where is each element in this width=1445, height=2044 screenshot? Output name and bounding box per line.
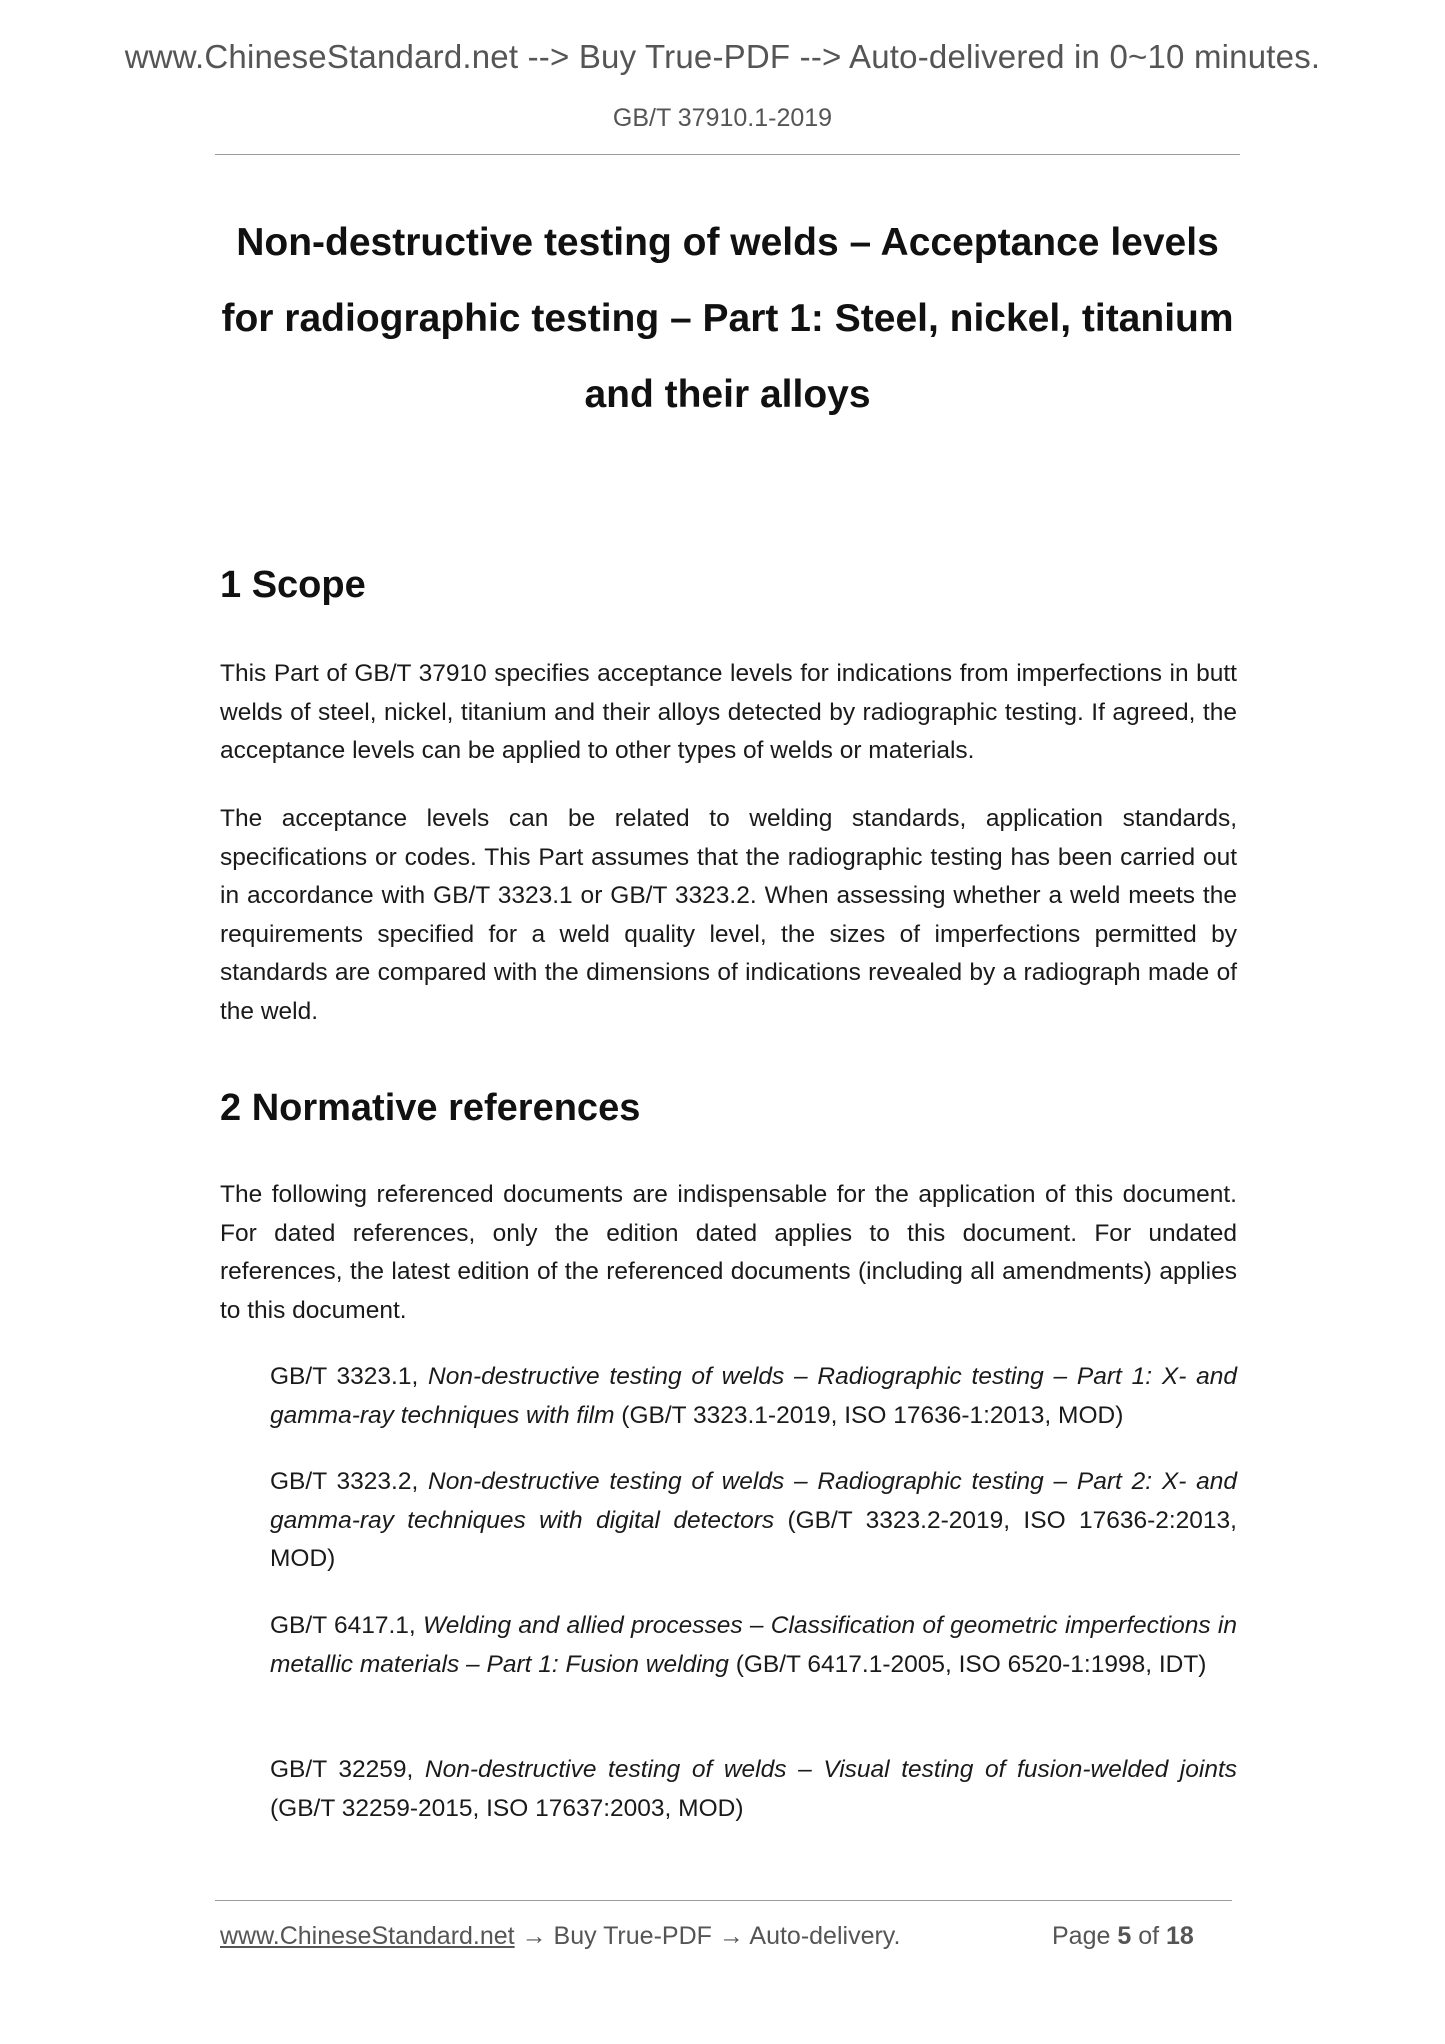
reference-note: (GB/T 6417.1-2005, ISO 6520-1:1998, IDT)	[728, 1650, 1207, 1678]
section-2-heading: 2 Normative references	[220, 1087, 641, 1129]
title-line-1: Non-destructive testing of welds – Acceptance levels	[236, 221, 1219, 264]
reference-code: GB/T 6417.1,	[270, 1612, 424, 1639]
scope-paragraph-2: The acceptance levels can be related to welding standards, application standards, specifications or codes. This Part assumes that the radiographic testing has been carried out in accordance with GB/T 3323.1 or GB/T 3323.2. When assessing whether a weld meets the requirements specified for a weld quality level, the sizes of imperfections permitted by standards are compared with the dimensions of indications revealed by a radiograph made of the weld.	[220, 805, 1237, 1025]
references-intro: The following referenced documents are indispensable for the application of this document. For dated references, only the edition dated applies to this document. For undated references, the latest edition of the referenced documents (including all amendments) applies to this document.	[220, 1181, 1237, 1324]
reference-item	[270, 1607, 1237, 1684]
footer-divider	[215, 1900, 1232, 1901]
page-label: Page	[1052, 1922, 1111, 1950]
total-pages: 18	[1166, 1922, 1194, 1950]
page-number: 5	[1117, 1922, 1132, 1950]
reference-title: Non-destructive testing of welds – Radiographic testing – Part 1: X- and gamma-ray techniques with film	[270, 1363, 1238, 1429]
page-indicator	[1052, 1922, 1194, 1951]
reference-code: GB/T 3323.1,	[270, 1363, 429, 1390]
reference-code: GB/T 32259,	[270, 1756, 425, 1783]
section-1-heading: 1 Scope	[220, 564, 366, 606]
reference-item	[270, 1358, 1237, 1435]
title-line-3: and their alloys	[584, 373, 871, 416]
top-banner: www.ChineseStandard.net --> Buy True-PDF --> Auto-delivered in 0~10 minutes.	[124, 38, 1321, 75]
footer-tail-text: → Buy True-PDF → Auto-delivery.	[514, 1922, 901, 1950]
footer-site-link[interactable]: www.ChineseStandard.net	[220, 1922, 515, 1950]
reference-item	[270, 1751, 1237, 1828]
scope-paragraph-1: This Part of GB/T 37910 specifies acceptance levels for indications from imperfections in butt welds of steel, nickel, titanium and their alloys detected by radiographic testing. If agreed, the acceptance levels can be applied to other types of welds or materials.	[220, 660, 1237, 764]
reference-item	[270, 1463, 1237, 1579]
of-label: of	[1138, 1922, 1160, 1950]
header-divider	[215, 154, 1240, 155]
reference-title: Non-destructive testing of welds – Radiographic testing – Part 2: X- and gamma-ray techniques with digital detectors	[270, 1468, 1238, 1534]
reference-note: (GB/T 3323.2-2019, ISO 17636-2:2013, MOD)	[270, 1506, 1237, 1572]
reference-code: GB/T 3323.2,	[270, 1468, 429, 1495]
document-title	[215, 205, 1240, 433]
reference-title: Non-destructive testing of welds – Visual testing of fusion-welded joints	[424, 1756, 1237, 1783]
title-line-2: for radiographic testing – Part 1: Steel, nickel, titanium	[221, 297, 1234, 340]
standard-code: GB/T 37910.1-2019	[612, 104, 833, 132]
reference-note: (GB/T 32259-2015, ISO 17637:2003, MOD)	[270, 1794, 744, 1822]
reference-note: (GB/T 3323.1-2019, ISO 17636-1:2013, MOD)	[614, 1401, 1124, 1429]
reference-title: Welding and allied processes – Classification of geometric imperfections in metallic materials – Part 1: Fusion welding	[270, 1612, 1237, 1678]
footer-promo	[220, 1922, 900, 1951]
